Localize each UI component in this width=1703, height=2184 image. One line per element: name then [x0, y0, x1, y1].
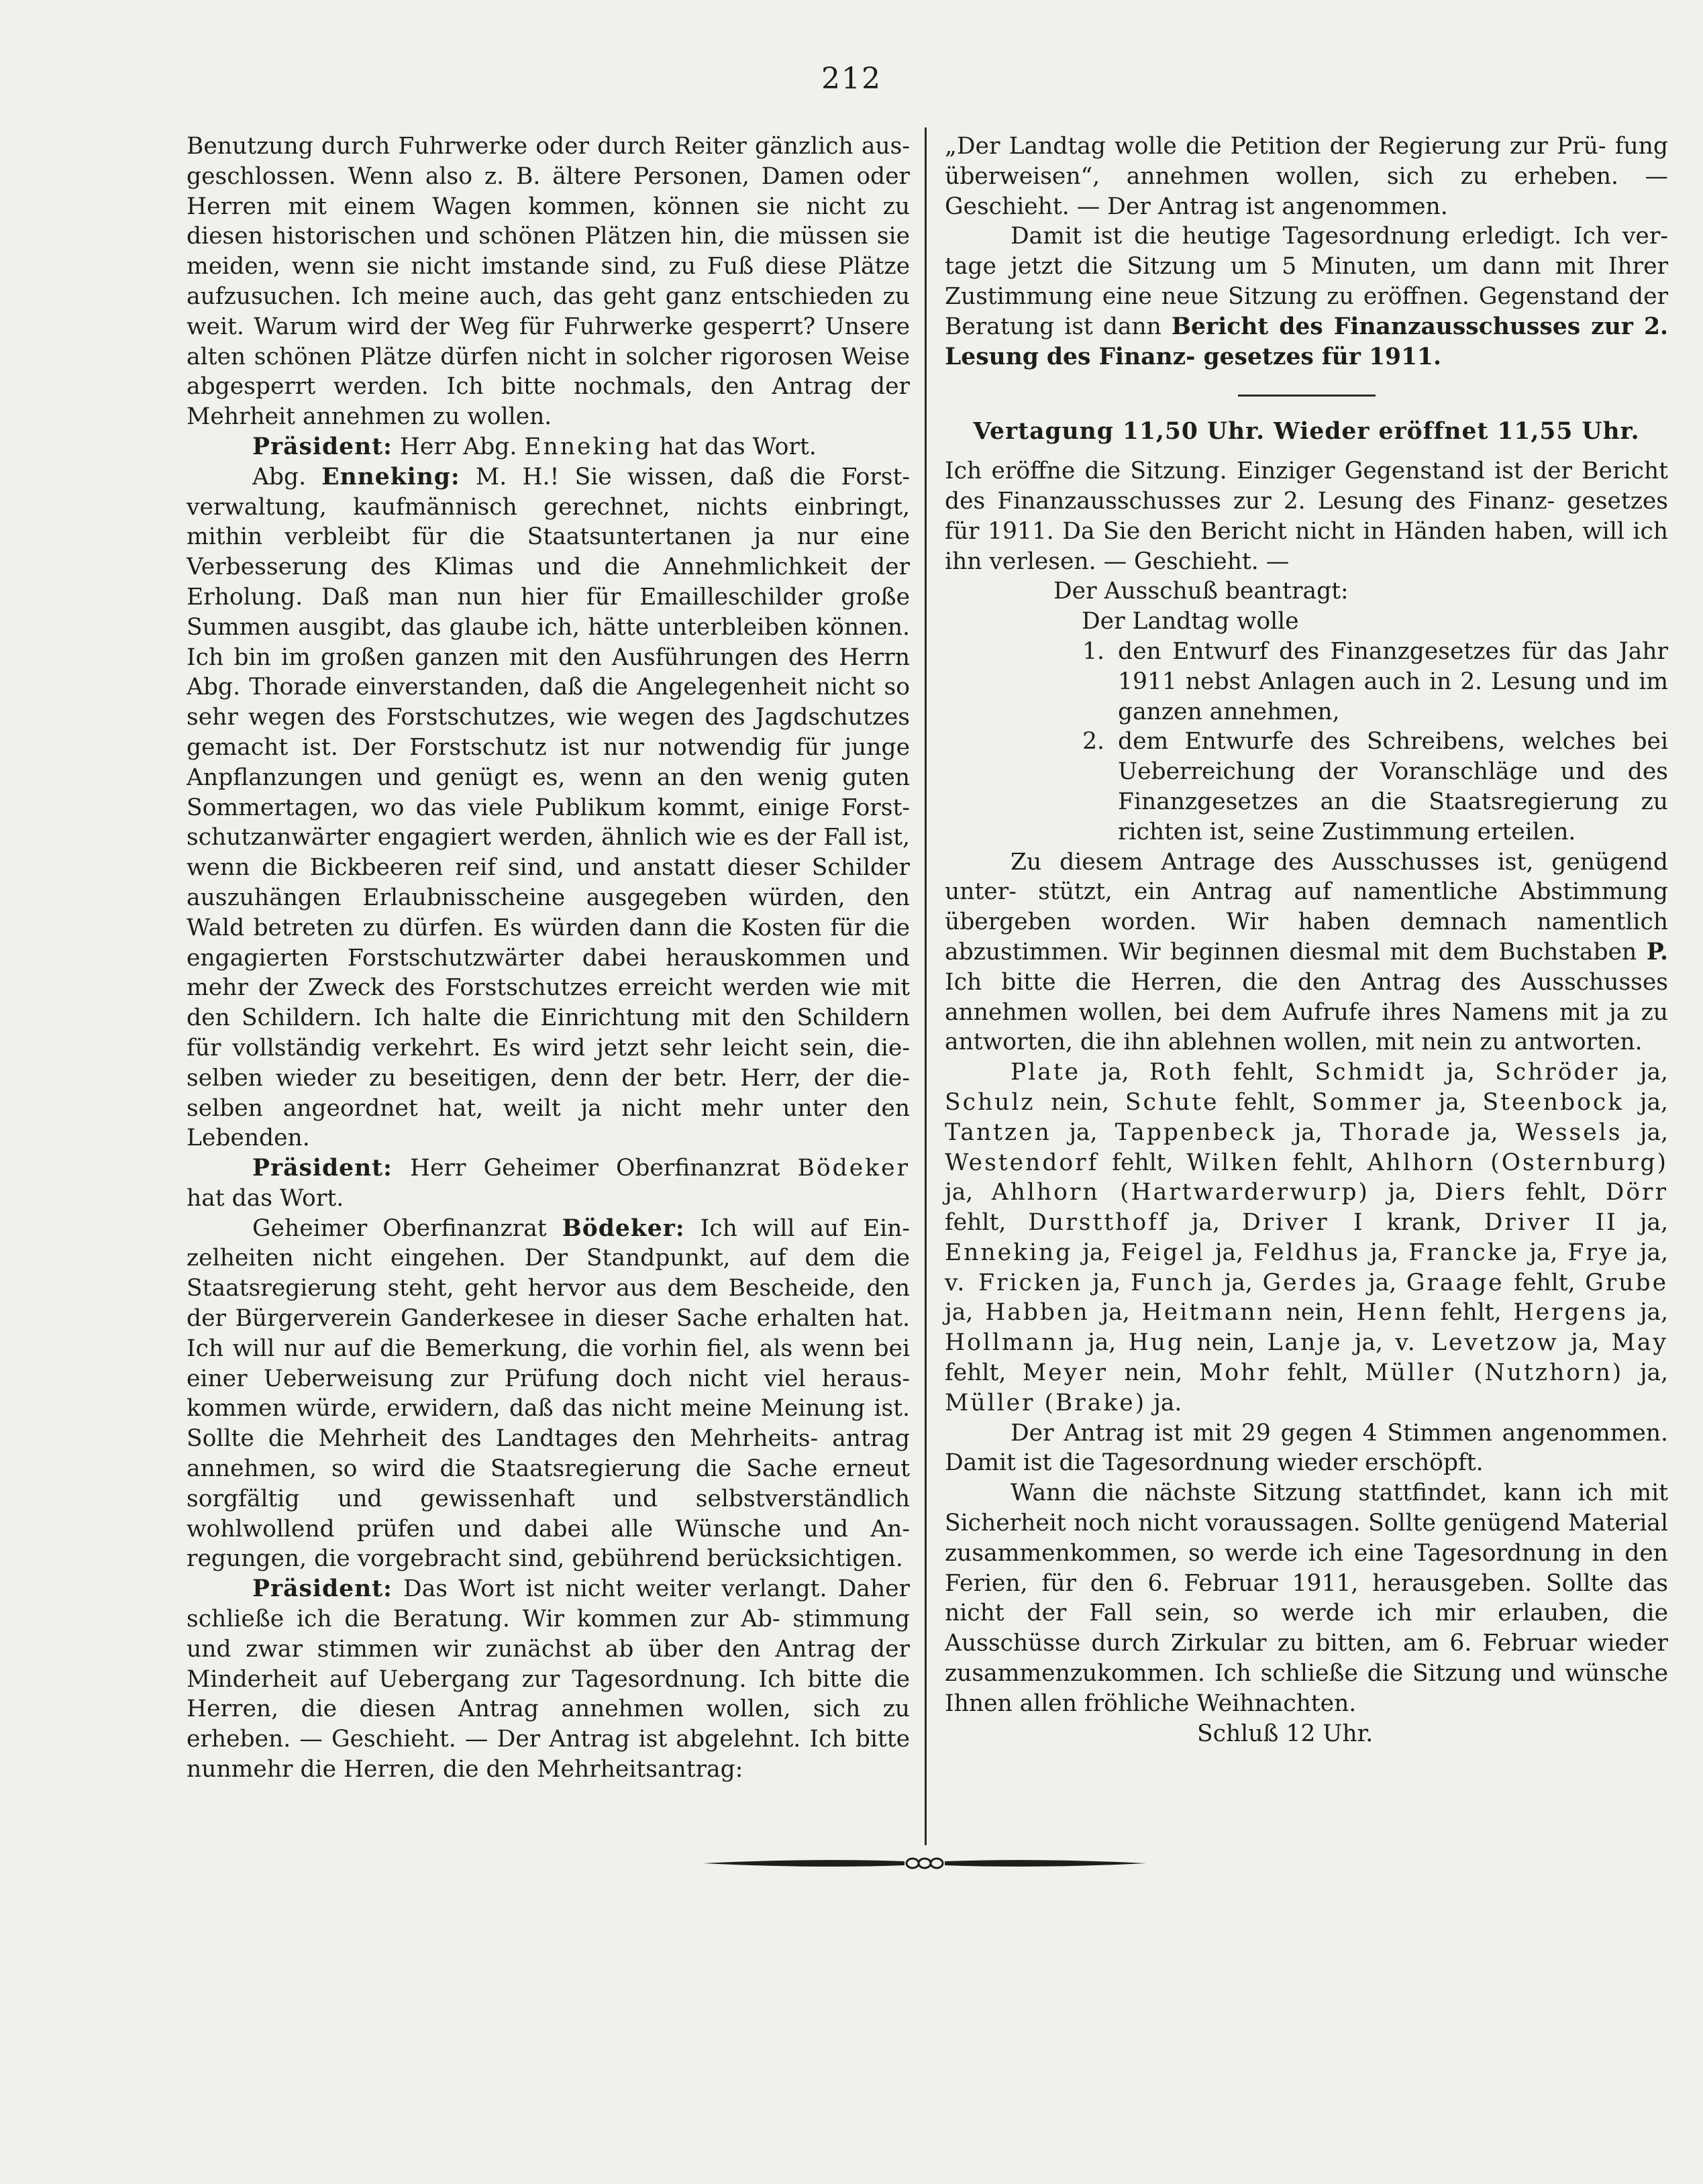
speech-speaker: Bödeker: — [562, 1214, 685, 1242]
vote-member-name: Schute — [1125, 1088, 1219, 1116]
vote-value: ja — [1088, 1329, 1109, 1357]
vote-member-name: Ahlhorn (Osternburg) — [1367, 1149, 1669, 1176]
vote-value: nein — [1286, 1299, 1337, 1327]
roll-call-text-a: Zu diesem Antrage des Ausschusses ist, genügend unter- stützt, ein Antrag auf namentliche Abstimmung übergeben worden. Wir haben demnach namentlich abzustimmen. Wir beginnen diesmal mit dem Buchstaben — [945, 848, 1668, 966]
vote-value: krank — [1386, 1209, 1455, 1237]
vote-value: ja — [1438, 1088, 1459, 1116]
vote-member-name: Dörr — [1605, 1179, 1669, 1206]
vote-member-name: Heitmann — [1141, 1299, 1274, 1327]
vote-member-name: Durstthoff — [1028, 1209, 1170, 1237]
left-column — [187, 132, 910, 1785]
speaker-label: Präsident: — [252, 1575, 393, 1603]
speaker-paragraph — [187, 432, 910, 462]
vote-value: ja — [1092, 1269, 1114, 1296]
vote-member-name: Diers — [1435, 1179, 1508, 1206]
vote-member-name: Funch — [1131, 1269, 1215, 1296]
motion-item — [945, 637, 1668, 727]
vote-member-name: Wilken — [1186, 1149, 1280, 1176]
roll-call-paragraph — [945, 847, 1668, 1058]
vote-value: ja — [1215, 1239, 1237, 1266]
paragraph: Benutzung durch Fuhrwerke oder durch Reiter gänzlich aus- geschlossen. Wenn also z. B. ältere Personen, Damen oder Herren mit einem Wagen kommen, können sie nicht zu diesen historischen und schönen Plätzen hin, die müssen sie meiden, wenn sie nicht imstande sind, zu Fuß diese Plätze aufzusuchen. Ich meine auch, das geht ganz entschieden zu weit. Warum wird der Weg für Fuhrwerke gesperrt? Unsere alten schönen Plätze dürfen nicht in solcher rigorosen Weise abgesperrt werden. Ich bitte nochmals, den Antrag der Mehrheit annehmen zu wollen. — [187, 133, 910, 431]
adjourn-text: Damit ist die heutige Tagesordnung erledigt. Ich ver- tage jetzt die Sitzung um 5 Minuten, um dann mit Ihrer Zustimmung eine neue Sitzung zu eröffnen. Gegenstand der Beratung ist dann — [945, 223, 1668, 340]
speech-prefix: Abg. — [252, 463, 322, 490]
member-name: Bödeker — [797, 1155, 910, 1182]
vote-member-name: Feldhus — [1253, 1239, 1360, 1266]
vote-value: fehlt — [1440, 1299, 1494, 1327]
reopening-paragraph: Ich eröffne die Sitzung. Einziger Gegenstand ist der Bericht des Finanzausschusses zur 2. Lesung des Finanz- gesetzes für 1911. Da Sie den Bericht nicht in Händen haben, will ich ihn verlesen. — Geschieht. — — [945, 458, 1668, 575]
vote-member-name: Westendorf — [945, 1149, 1099, 1176]
vote-value: ja — [1639, 1209, 1661, 1237]
vote-value: ja — [945, 1299, 966, 1327]
vote-member-name: Grube — [1585, 1269, 1669, 1296]
session-end: Schluß 12 Uhr. — [1197, 1720, 1374, 1747]
vote-member-name: Schulz — [945, 1088, 1035, 1116]
vote-value: nein — [1051, 1088, 1102, 1116]
speech-speaker: Enneking: — [321, 463, 460, 490]
speech-paragraph — [187, 1214, 910, 1575]
roll-call-text-b: Ich bitte die Herren, die den Antrag des Ausschusses annehmen wollen, bei dem Aufrufe ihres Namens mit ja zu antworten, die ihn ablehnen wollen, mit nein zu antworten. — [945, 968, 1668, 1056]
speaker-label: Präsident: — [252, 433, 393, 460]
tailpiece-ornament-icon — [703, 1847, 1146, 1880]
column-divider — [925, 127, 927, 1845]
vote-value: ja — [1370, 1239, 1392, 1266]
vote-member-name: Francke — [1408, 1239, 1520, 1266]
vote-member-name: Frye — [1567, 1239, 1630, 1266]
adjourn-heading: Vertagung 11,50 Uhr. Wieder eröffnet 11,55 Uhr. — [973, 418, 1640, 446]
vote-value: fehlt — [1287, 1359, 1341, 1387]
vote-member-name: Mohr — [1198, 1359, 1271, 1387]
vote-value: ja — [1639, 1119, 1661, 1146]
agenda-item-bold: Bericht des Finanzausschusses zur 2. Lesung des Finanz- gesetzes für 1911. — [945, 313, 1668, 370]
vote-member-name: Schröder — [1495, 1059, 1620, 1086]
vote-value: ja — [1153, 1389, 1175, 1416]
vote-member-name: Wessels — [1515, 1119, 1622, 1146]
committee-line: Der Ausschuß beantragt: — [1053, 578, 1349, 605]
section-divider — [1238, 395, 1376, 397]
speech-paragraph — [187, 462, 910, 1153]
vote-member-name: Habben — [985, 1299, 1090, 1327]
start-letter: P. — [1646, 938, 1668, 966]
vote-value: ja — [1639, 1239, 1661, 1266]
vote-value: fehlt — [1233, 1059, 1288, 1086]
vote-member-name: Schmidt — [1314, 1059, 1427, 1086]
vote-member-name: Steenbock — [1482, 1088, 1624, 1116]
speaker-text: Herr Geheimer Oberfinanzrat — [392, 1155, 798, 1182]
vote-member-name: Plate — [1011, 1059, 1081, 1086]
vote-member-name: Enneking — [945, 1239, 1073, 1266]
vote-member-name: Tappenbeck — [1115, 1119, 1277, 1146]
vote-value: ja — [1529, 1239, 1551, 1266]
vote-value: ja — [1639, 1059, 1661, 1086]
speaker-text: Herr Abg. — [392, 433, 525, 460]
vote-member-name: Hug — [1128, 1329, 1184, 1357]
speaker-tail: hat das Wort. — [652, 433, 817, 460]
vote-value: ja — [1367, 1269, 1390, 1296]
vote-member-name: Lanje — [1267, 1329, 1343, 1357]
motion-text: den Entwurf des Finanzgesetzes für das Jahr 1911 nebst Anlagen auch in 2. Lesung und im ganzen annehmen, — [1118, 637, 1668, 725]
vote-value: ja — [1294, 1119, 1315, 1146]
motion-number: 1. — [1082, 637, 1104, 665]
vote-call-text: „Der Landtag wolle die Petition der Regierung zur Prü- fung überweisen“, annehmen wollen, sich zu erheben. — Geschieht. — Der Antrag ist angenommen. — [945, 133, 1668, 220]
speaker-tail: hat das Wort. — [187, 1184, 344, 1212]
member-name: Enneking — [524, 433, 652, 460]
vote-value: ja — [1101, 1299, 1123, 1327]
motion-intro: Der Landtag wolle — [1082, 608, 1299, 635]
vote-member-name: Ahlhorn (Hartwarderwurp) — [991, 1179, 1370, 1206]
vote-value: ja — [945, 1179, 966, 1206]
vote-value: fehlt — [1235, 1088, 1289, 1116]
speaker-paragraph — [187, 1574, 910, 1785]
vote-member-name: v. Levetzow — [1395, 1329, 1559, 1357]
vote-value: fehlt — [945, 1359, 999, 1387]
motion-number: 2. — [1082, 728, 1104, 756]
vote-roll: Plate ja, Roth fehlt, Schmidt ja, Schröder ja, Schulz nein, Schute fehlt, Sommer ja, Steenbock ja, Tantzen ja, Tappenbeck ja, Thorade ja, Wessels ja, Westendorf fehlt, Wilken fehlt, Ahlhorn (Osternburg) ja, Ahlhorn (Hartwarderwurp) ja, Diers fehlt, Dörr fehlt, Durstthoff ja, Driver I krank, Driver II ja, Enneking ja, Feigel ja, Feldhus ja, Francke ja, Frye ja, v. Fricken ja, Funch ja, Gerdes ja, Graage fehlt, Grube ja, Habben ja, Heitmann nein, Henn fehlt, Hergens ja, Hollmann ja, Hug nein, Lanje ja, v. Levetzow ja, May fehlt, Meyer nein, Mohr fehlt, Müller (Nutzhorn) ja, Müller (Brake) ja. — [945, 1059, 1669, 1416]
vote-value: fehlt — [1514, 1269, 1568, 1296]
vote-value: fehlt — [945, 1209, 999, 1237]
vote-member-name: Henn — [1356, 1299, 1429, 1327]
motion-text: dem Entwurfe des Schreibens, welches bei Ueberreichung der Voranschläge und des Finanzgesetzes an die Staatsregierung zu richten ist, seine Zustimmung erteilen. — [1118, 728, 1668, 845]
vote-value: ja — [1082, 1239, 1104, 1266]
closing-remarks: Wann die nächste Sitzung stattfindet, kann ich mit Sicherheit noch nicht voraussagen. Sollte genügend Material zusammenkommen, so werde ich eine Tagesordnung in den Ferien, für den 6. Februar 1911, herausgeben. Sollte das nicht der Fall sein, so werde ich mir erlauben, die Ausschüsse durch Zirkular zu bitten, am 6. Februar wieder zusammenzukommen. Ich schließe die Sitzung und wünsche Ihnen allen fröhliche Weihnachten. — [945, 1479, 1668, 1717]
vote-member-name: Feigel — [1121, 1239, 1205, 1266]
speaker-text: Das Wort ist nicht weiter verlangt. Daher schließe ich die Beratung. Wir kommen zur Ab- stimmung und zwar stimmen wir zunächst ab über den Antrag der Minderheit auf Uebergang zur Tagesordnung. Ich bitte die Herren, die diesen Antrag annehmen wollen, sich zu erheben. — Geschieht. — Der Antrag ist abgelehnt. Ich bitte nunmehr die Herren, die den Mehrheitsantrag: — [187, 1575, 910, 1783]
vote-member-name: Sommer — [1312, 1088, 1423, 1116]
vote-value: ja — [1224, 1269, 1245, 1296]
vote-member-name: Roth — [1149, 1059, 1213, 1086]
speech-prefix: Geheimer Oberfinanzrat — [252, 1214, 562, 1242]
vote-value: ja — [1354, 1329, 1376, 1357]
vote-member-name: Hergens — [1513, 1299, 1628, 1327]
adjourn-paragraph — [945, 221, 1668, 372]
vote-value: ja — [1469, 1119, 1491, 1146]
speech-text: Ich will auf Ein- zelheiten nicht eingehen. Der Standpunkt, auf dem die Staatsregierung steht, geht hervor aus dem Bescheide, den der Bürgerverein Ganderkesee in dieser Sache erhalten hat. Ich will nur auf die Bemerkung, die vorhin fiel, als wenn bei einer Ueberweisung zur Prüfung doch nicht viel heraus- kommen würde, erwidern, daß das nicht meine Meinung ist. Sollte die Mehrheit des Landtages den Mehrheits- antrag annehmen, so wird die Staatsregierung die Sache erneut sorgfältig und gewissenhaft und selbstverständlich wohlwollend prüfen und dabei alle Wünsche und An- regungen, die vorgebracht sind, gebührend berücksichtigen. — [187, 1214, 910, 1573]
vote-member-name: Meyer — [1022, 1359, 1108, 1387]
vote-value: fehlt — [1292, 1149, 1347, 1176]
vote-value: fehlt — [1525, 1179, 1580, 1206]
vote-member-name: Graage — [1406, 1269, 1504, 1296]
vote-member-name: Gerdes — [1262, 1269, 1359, 1296]
vote-value: ja — [1191, 1209, 1213, 1237]
vote-member-name: Müller (Brake) — [945, 1389, 1147, 1416]
vote-value: ja — [1639, 1359, 1661, 1387]
page-number: 212 — [821, 62, 882, 96]
result-paragraph: Der Antrag ist mit 29 gegen 4 Stimmen angenommen. Damit ist die Tagesordnung wieder erschöpft. — [945, 1419, 1668, 1477]
vote-member-name: Müller (Nutzhorn) — [1365, 1359, 1624, 1387]
vote-value: ja — [1639, 1299, 1661, 1327]
vote-member-name: Hollmann — [945, 1329, 1076, 1357]
vote-value: ja — [1639, 1088, 1661, 1116]
vote-value: ja — [1069, 1119, 1090, 1146]
vote-member-name: Driver II — [1484, 1209, 1618, 1237]
vote-member-name: Thorade — [1340, 1119, 1452, 1146]
motion-list — [945, 637, 1668, 847]
speaker-paragraph — [187, 1153, 910, 1214]
vote-member-name: May — [1611, 1329, 1668, 1357]
vote-value: ja — [1446, 1059, 1467, 1086]
speech-text: M. H.! Sie wissen, daß die Forst- verwaltung, kaufmännisch gerechnet, nichts einbringt, mithin verbleibt für die Staatsuntertanen ja nur eine Verbesserung des Klimas und die Annehmlichkeit der Erholung. Daß man nun hier für Emailleschilder große Summen ausgibt, das glaube ich, hätte unterbleiben können. Ich bin im großen ganzen mit den Ausführungen des Herrn Abg. Thorade einverstanden, daß die Angelegenheit nicht so sehr wegen des Forstschutzes, wie wegen des Jagdschutzes gemacht ist. Der Forstschutz ist nur notwendig für junge Anpflanzungen und genügt es, wenn an den wenig guten Sommertagen, wo das viele Publikum kommt, einige Forst- schutzanwärter engagiert werden, ähnlich wie es der Fall ist, wenn die Bickbeeren reif sind, und anstatt dieser Schilder auszuhängen Erlaubnisscheine ausgegeben würden, den Wald betreten zu dürfen. Es würden dann die Kosten für die engagierten Forstschutzwärter dabei herauskommen und mehr der Zweck des Forstschutzes erreicht werden wie mit den Schildern. Ich halte die Einrichtung mit den Schildern für vollständig verkehrt. Es wird jetzt sehr leicht sein, die- selben wieder zu beseitigen, denn der betr. Herr, der die- selben angeordnet hat, weilt ja nicht mehr unter den Lebenden. — [187, 463, 910, 1152]
vote-value: ja — [1388, 1179, 1409, 1206]
vote-value: fehlt — [1112, 1149, 1166, 1176]
vote-value: ja — [1571, 1329, 1592, 1357]
vote-member-name: Tantzen — [945, 1119, 1051, 1146]
motion-item — [945, 727, 1668, 847]
vote-value: nein — [1196, 1329, 1248, 1357]
speaker-label: Präsident: — [252, 1155, 393, 1182]
vote-value: ja — [1100, 1059, 1122, 1086]
right-column — [945, 132, 1668, 1749]
vote-member-name: v. Fricken — [945, 1269, 1083, 1296]
vote-value: nein — [1124, 1359, 1176, 1387]
vote-member-name: Driver I — [1242, 1209, 1365, 1237]
